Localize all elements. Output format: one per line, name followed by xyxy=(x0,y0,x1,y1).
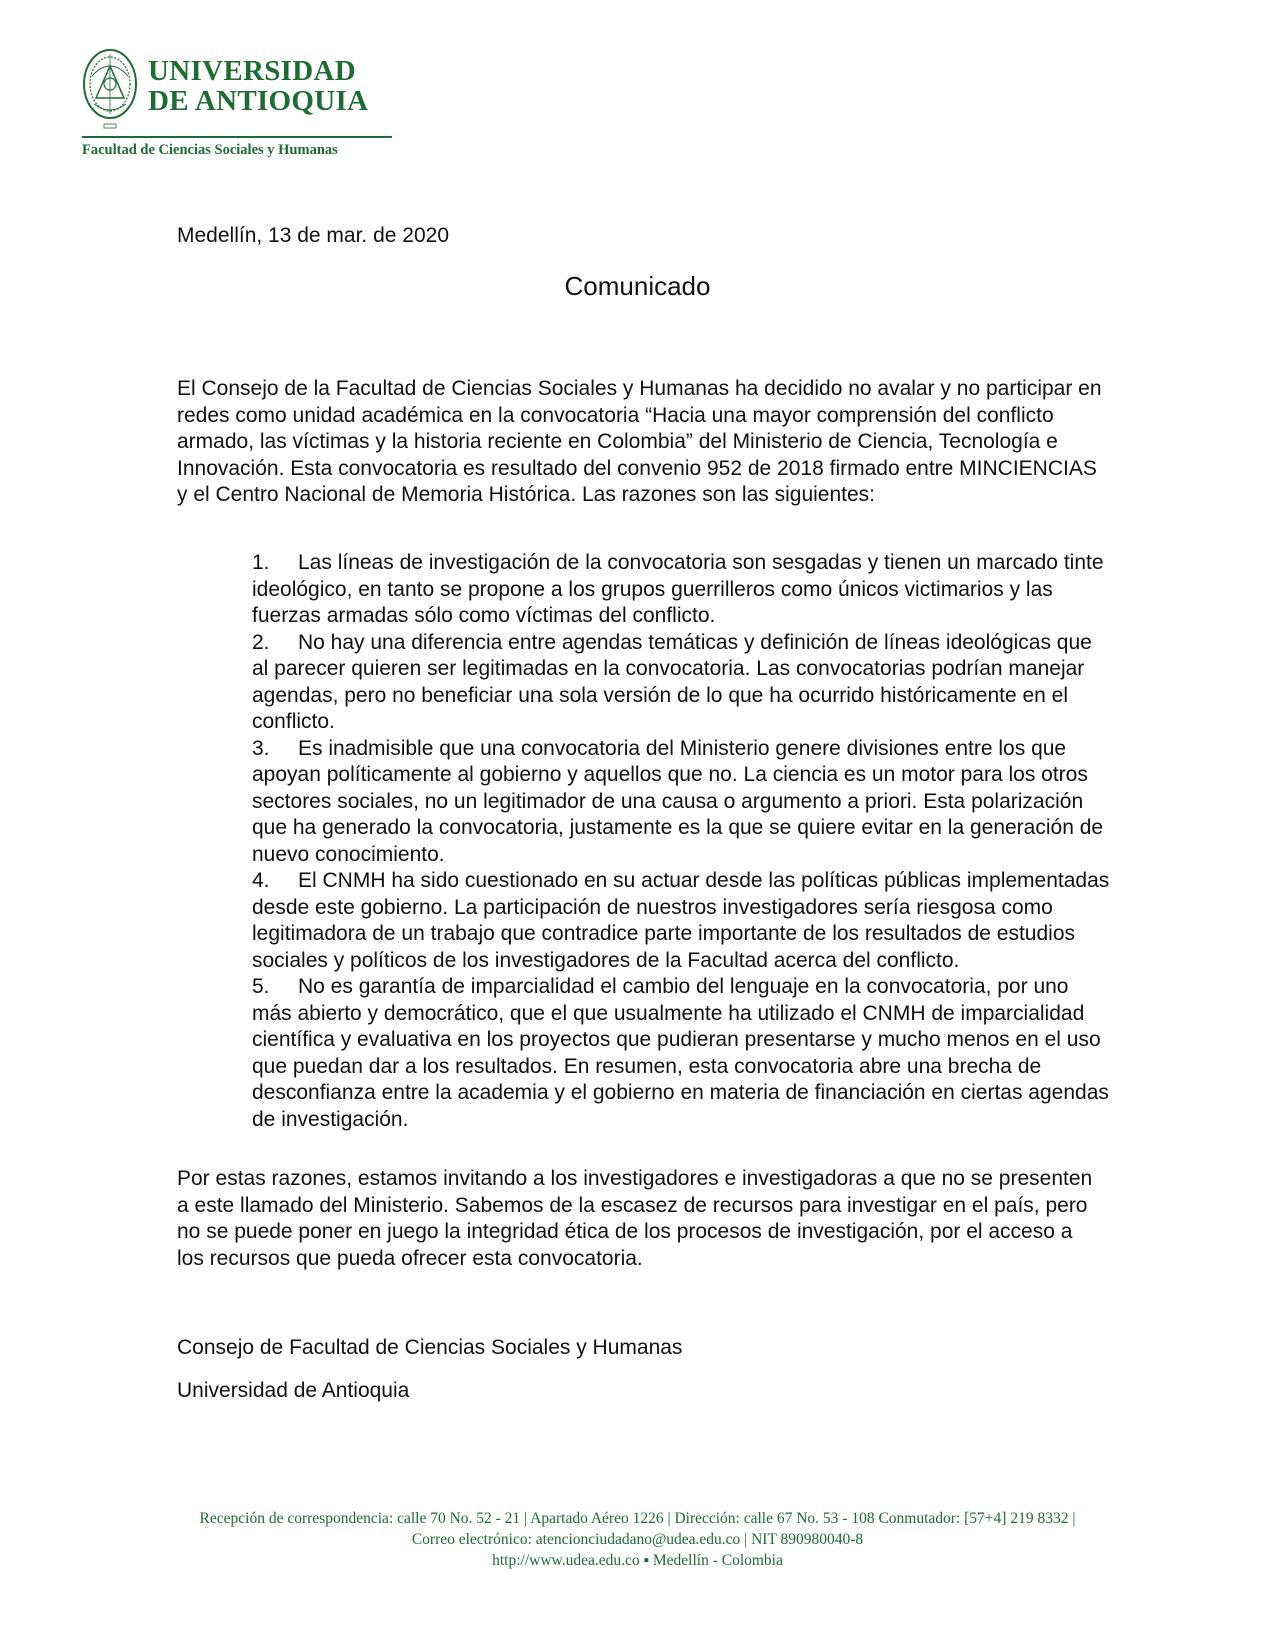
letter-title: Comunicado xyxy=(564,271,711,301)
list-item xyxy=(252,630,1112,736)
closing-paragraph: Por estas razones, estamos invitando a los investigadores e investigadoras a que no se presenten a este llamado del Ministerio. Sabemos de la escasez de recursos para investigar en el país, pero no se puede poner en juego la integridad ética de los procesos de investigación, por el acceso a los recursos que pueda ofrecer esta convocatoria. xyxy=(177,1167,1093,1270)
footer xyxy=(0,1508,1275,1571)
list-item xyxy=(252,550,1112,630)
letterhead xyxy=(82,46,392,159)
list-item-number: 5. xyxy=(252,975,270,998)
list-item-number: 2. xyxy=(252,630,270,654)
list-item xyxy=(252,868,1112,974)
university-seal-icon xyxy=(82,46,138,132)
letter-date: Medellín, 13 de mar. de 2020 xyxy=(177,224,450,247)
list-item-text: No hay una diferencia entre agendas temáticas y definición de líneas ideológicas que al parecer quieren ser legitimadas en la convocatoria. Las convocatorias podrían manejar agendas, pero no beneficiar una sola versión de lo que ha ocurrido históricamente en el conflicto. xyxy=(252,630,1092,733)
list-item-text: El CNMH ha sido cuestionado en su actuar desde las políticas públicas implementadas desde este gobierno. La participación de nuestros investigadores sería riesgosa como legitimadora de un trabajo que contradice parte importante de los resultados de estudios sociales y políticos de los investigadores de la Facultad acerca del conflicto. xyxy=(252,869,1110,972)
footer-website: http://www.udea.edu.co ▪ Medellín - Colombia xyxy=(492,1552,783,1569)
logo xyxy=(82,46,392,132)
university-name-line1: UNIVERSIDAD xyxy=(148,55,356,87)
footer-address: Recepción de correspondencia: calle 70 No. 52 - 21 | Apartado Aéreo 1226 | Dirección: calle 67 No. 53 - 108 Conmutador: [57+4] 219 8332 | xyxy=(199,1510,1076,1527)
list-item-number: 3. xyxy=(252,736,270,760)
header-divider xyxy=(82,136,392,138)
reasons-list xyxy=(252,550,1112,1133)
university-name xyxy=(148,56,368,116)
intro-paragraph: El Consejo de la Facultad de Ciencias Sociales y Humanas ha decidido no avalar y no participar en redes como unidad académica en la convocatoria “Hacia una mayor comprensión del conflicto armado, las víctimas y la historia reciente en Colombia” del Ministerio de Ciencia, Tecnología e Innovación. Esta convocatoria es resultado del convenio 952 de 2018 firmado entre MINCIENCIAS y el Centro Nacional de Memoria Histórica. Las razones son las siguientes: xyxy=(177,377,1102,506)
list-item-number: 1. xyxy=(252,551,270,574)
faculty-name: Facultad de Ciencias Sociales y Humanas xyxy=(82,142,338,158)
list-item xyxy=(252,974,1112,1133)
list-item-text: No es garantía de imparcialidad el cambio del lenguaje en la convocatoria, por uno más abierto y democrático, que el que usualmente ha utilizado el CNMH de imparcialidad científica y evaluativa en los proyectos que pudieran presentarse y mucho menos en el uso que puedan dar a los resultados. En resumen, esta convocatoria abre una brecha de desconfianza entre la academia y el gobierno en materia de financiación en ciertas agendas de investigación. xyxy=(252,975,1109,1131)
footer-contact: Correo electrónico: atencionciudadano@udea.edu.co | NIT 890980040-8 xyxy=(411,1531,864,1548)
university-name-line2: DE ANTIOQUIA xyxy=(148,85,369,117)
list-item-number: 4. xyxy=(252,869,270,892)
signature-council: Consejo de Facultad de Ciencias Sociales y Humanas xyxy=(177,1336,683,1359)
signature-university: Universidad de Antioquia xyxy=(177,1379,410,1402)
list-item xyxy=(252,736,1112,869)
list-item-text: Es inadmisible que una convocatoria del Ministerio genere divisiones entre los que apoyan políticamente al gobierno y aquellos que no. La ciencia es un motor para los otros sectores sociales, no un legitimador de una causa o argumento a priori. Esta polarización que ha generado la convocatoria, justamente es la que se quiere evitar en la generación de nuevo conocimiento. xyxy=(252,736,1104,866)
list-item-text: Las líneas de investigación de la convocatoria son sesgadas y tienen un marcado tinte ideológico, en tanto se propone a los grupos guerrilleros como únicos victimarios y las fuerzas armadas sólo como víctimas del conflicto. xyxy=(252,551,1104,627)
